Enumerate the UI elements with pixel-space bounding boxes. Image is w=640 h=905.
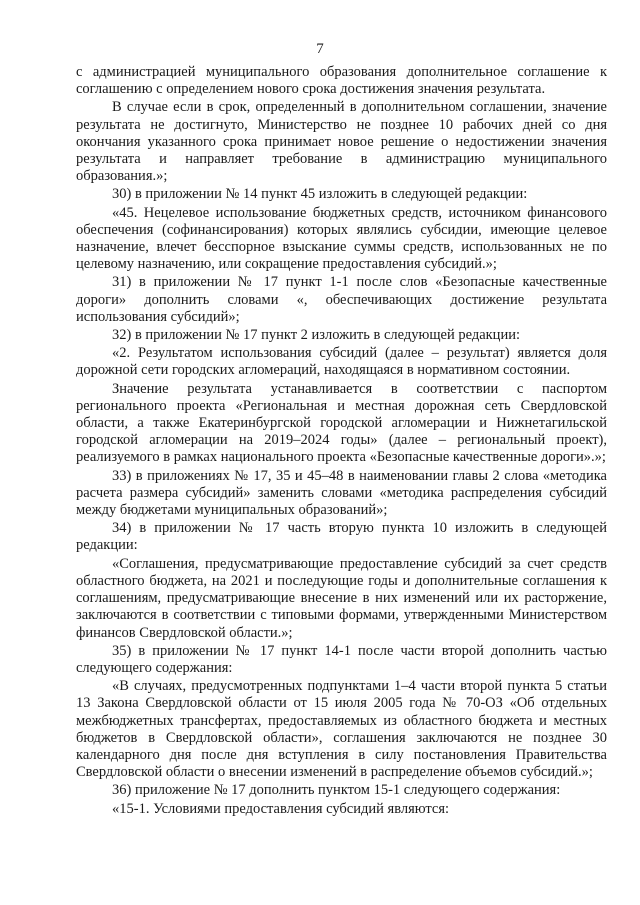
paragraph: «45. Нецелевое использование бюджетных средств, источником финансового обеспечения (софинансирования) которых являлись субсидии, имеющие целевое назначение, влечет бесспорное взыскание суммы средств, использованных не по целевому назначению, или сокращение предоставления субсидий.»;: [76, 204, 607, 273]
paragraph: 30) в приложении № 14 пункт 45 изложить в следующей редакции:: [112, 186, 528, 203]
paragraph: 31) в приложении № 17 пункт 1-1 после слов «Безопасные качественные дороги» дополнить словами «, обеспечивающих достижение результата использования субсидий»;: [76, 274, 607, 325]
paragraph: В случае если в срок, определенный в дополнительном соглашении, значение результата не достигнуто, Министерство не позднее 10 рабочих дней со дня окончания указанного срока принимает новое решение о недостижении значения результата и направляет требование в администрацию муниципального образования.»;: [76, 99, 607, 185]
document-body: [76, 64, 607, 819]
paragraph: «Соглашения, предусматривающие предоставление субсидий за счет средств областного бюджета, на 2021 и последующие годы и дополнительные соглашения к соглашениям, предусматривающие внесение в них изменений или их расторжение, заключаются в соответствии с типовыми формами, утвержденными Министерством финансов Свердловской области.»;: [76, 555, 607, 641]
paragraph: 33) в приложениях № 17, 35 и 45–48 в наименовании главы 2 слова «методика расчета размера субсидий» заменить словами «методика распределения субсидий между бюджетами муниципальных образований»;: [76, 467, 607, 519]
page-number: 7: [316, 41, 324, 57]
paragraph: 34) в приложении № 17 часть вторую пункта 10 изложить в следующей редакции:: [76, 520, 607, 554]
paragraph: с администрацией муниципального образования дополнительное соглашение к соглашению с определением нового срока достижения значения результата.: [76, 64, 607, 98]
paragraph: 35) в приложении № 17 пункт 14-1 после части второй дополнить частью следующего содержания:: [76, 642, 607, 676]
paragraph: Значение результата устанавливается в соответствии с паспортом регионального проекта «Региональная и местная дорожная сеть Свердловской области, а также Екатеринбургской городской агломерации и Нижнетагильской городской агломерации на 2019–2024 годы» (далее – региональный проект), реализуемого в рамках национального проекта «Безопасные качественные дороги».»;: [76, 380, 607, 466]
paragraph: «В случаях, предусмотренных подпунктами 1–4 части второй пункта 5 статьи 13 Закона Свердловской области от 15 июля 2005 года № 70-ОЗ «Об отдельных межбюджетных трансфертах, предоставляемых из областного бюджета и местных бюджетов в Свердловской области», соглашения заключаются не позднее 30 календарного дня после дня вступления в силу постановления Правительства Свердловской области о внесении изменений в распределение объемов субсидий.»;: [76, 678, 607, 781]
paragraph: 32) в приложении № 17 пункт 2 изложить в следующей редакции:: [112, 327, 520, 344]
paragraph: 36) приложение № 17 дополнить пунктом 15-1 следующего содержания:: [112, 782, 561, 799]
paragraph: «15-1. Условиями предоставления субсидий являются:: [112, 800, 450, 817]
paragraph: «2. Результатом использования субсидий (далее – результат) является доля дорожной сети городских агломераций, находящаяся в нормативном состоянии.: [76, 345, 607, 379]
